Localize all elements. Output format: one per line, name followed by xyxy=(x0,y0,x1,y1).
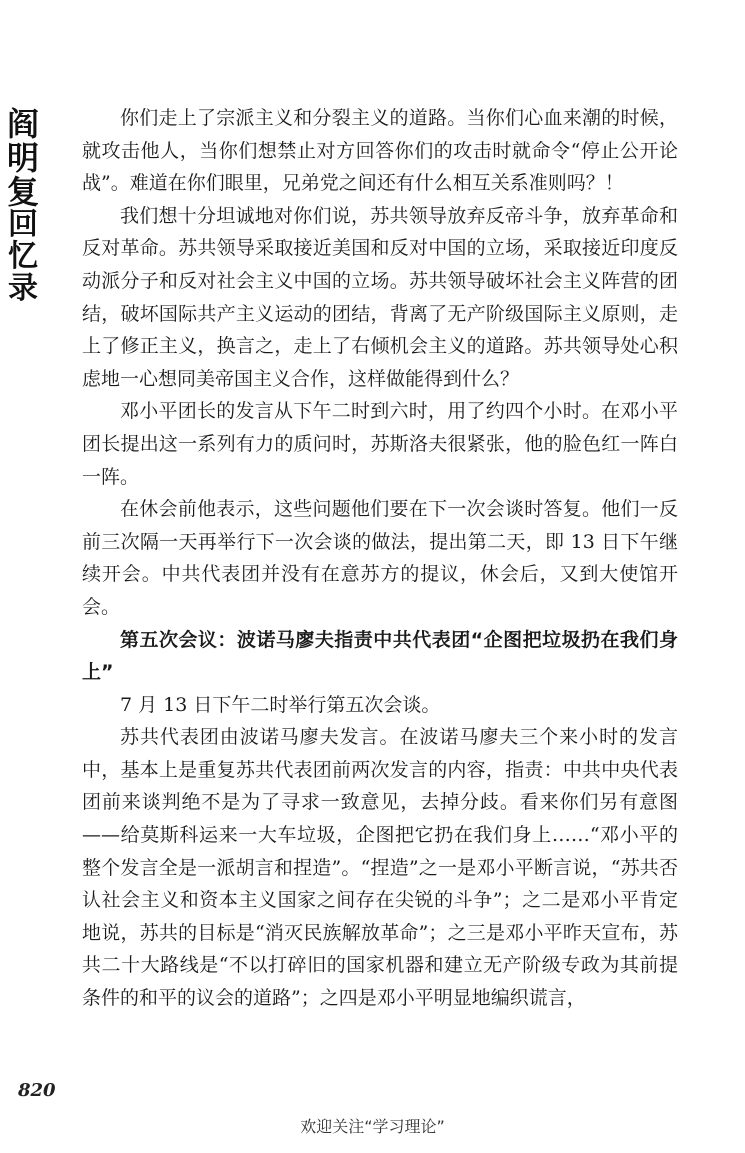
paragraph: 我们想十分坦诚地对你们说，苏共领导放弃反帝斗争，放弃革命和反对革命。苏共领导采取接近美国和反对中国的立场，采取接近印度反动派分子和反对社会主义中国的立场。苏共领导破坏社会主义阵营的团结，破坏国际共产主义运动的团结，背离了无产阶级国际主义原则，走上了修正主义，换言之，走上了右倾机会主义的道路。苏共领导处心积虑地一心想同美帝国主义合作，这样做能得到什么？ xyxy=(82,204,678,390)
book-type-char-1: 回 xyxy=(8,207,38,242)
author-char-3: 复 xyxy=(6,173,39,211)
section-heading: 第五次会议：波诺马廖夫指责中共代表团“企图把垃圾扔在我们身上” xyxy=(82,628,678,684)
book-type xyxy=(4,207,42,306)
paragraph: 在休会前他表示，这些问题他们要在下一次会谈时答复。他们一反前三次隔一天再举行下一次会谈的做法，提出第二天，即 13 日下午继续开会。中共代表团并没有在意苏方的提议，休会后，又到大使馆开会。 xyxy=(82,498,678,618)
author-char-1: 阎 xyxy=(6,105,39,143)
footer-watermark: 欢迎关注“学习理论” xyxy=(300,1117,445,1136)
book-type-char-2: 忆 xyxy=(8,239,38,274)
page-body-text xyxy=(82,102,678,1015)
author-char-2: 明 xyxy=(6,139,39,177)
running-book-title xyxy=(4,105,42,306)
paragraph: 你们走上了宗派主义和分裂主义的道路。当你们心血来潮的时候，就攻击他人，当你们想禁止对方回答你们的攻击时就命令“停止公开论战”。难道在你们眼里，兄弟党之间还有什么相互关系准则吗？！ xyxy=(82,107,678,195)
book-type-char-3: 录 xyxy=(8,271,38,306)
author-name xyxy=(4,105,42,211)
page-number: 820 xyxy=(18,1080,56,1101)
paragraph: 邓小平团长的发言从下午二时到六时，用了约四个小时。在邓小平团长提出这一系列有力的质问时，苏斯洛夫很紧张，他的脸色红一阵白一阵。 xyxy=(82,400,678,488)
paragraph: 7 月 13 日下午二时举行第五次会谈。 xyxy=(120,693,441,716)
paragraph: 苏共代表团由波诺马廖夫发言。在波诺马廖夫三个来小时的发言中，基本上是重复苏共代表团前两次发言的内容，指责：中共中央代表团前来谈判绝不是为了寻求一致意见，去掉分歧。看来你们另有意图——给莫斯科运来一大车垃圾，企图把它扔在我们身上……“邓小平的整个发言全是一派胡言和捏造”。“捏造”之一是邓小平断言说，“苏共否认社会主义和资本主义国家之间存在尖锐的斗争”；之二是邓小平肯定地说，苏共的目标是“消灭民族解放革命”；之三是邓小平昨天宣布，苏共二十大路线是“不以打碎旧的国家机器和建立无产阶级专政为其前提条件的和平的议会的道路”；之四是邓小平明显地编织谎言， xyxy=(82,726,678,1010)
